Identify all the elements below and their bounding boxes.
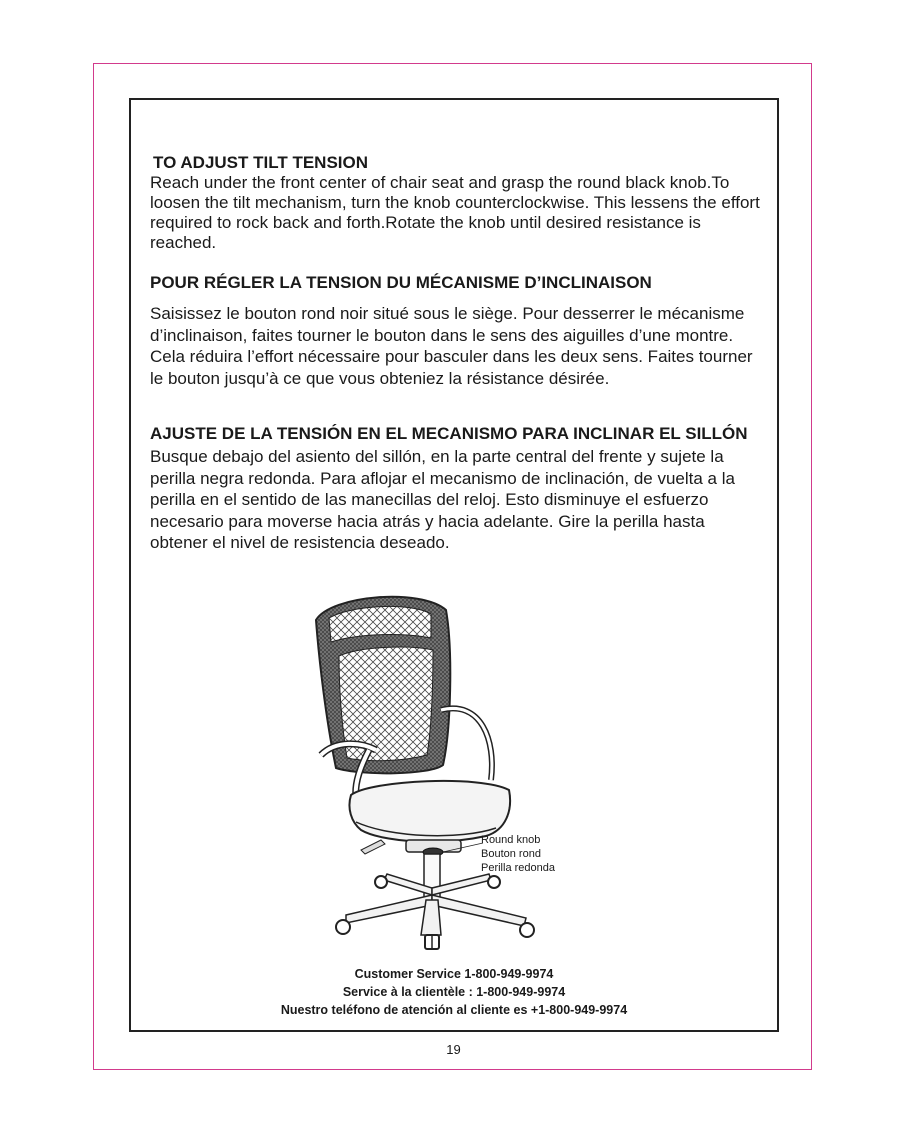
customer-service-spanish: Nuestro teléfono de atención al cliente es +1-800-949-9974 — [280, 1003, 628, 1017]
knob-callout — [481, 833, 555, 875]
body-spanish: Busque debajo del asiento del sillón, en la parte central del frente y sujete la perilla negra redonda. Para aflojar el mecanismo de inclinación, de vuelta a la perilla en el sentido de las manecillas del reloj. Esto disminuye el esfuerzo necesario para moverse hacia atrás y hacia adelante. Gire la perilla hasta obtener el nivel de resistencia deseado. — [150, 447, 735, 552]
callout-spanish: Perilla redonda — [481, 862, 555, 874]
customer-service-english: Customer Service 1-800-949-9974 — [354, 967, 554, 981]
section-english — [150, 152, 760, 253]
callout-french: Bouton rond — [481, 848, 541, 860]
heading-spanish: AJUSTE DE LA TENSIÓN EN EL MECANISMO PARA INCLINAR EL SILLÓN — [150, 424, 748, 443]
section-french — [150, 272, 760, 389]
instruction-panel — [129, 98, 779, 1032]
body-french: Saisissez le bouton rond noir situé sous le siège. Pour desserrer le mécanisme d’inclinaison, faites tourner le bouton dans le sens des aiguilles d’une montre. Cela réduira l’effort nécessaire pour basculer dans les deux sens. Faites tourner le bouton jusqu’à ce que vous obteniez la résistance désirée. — [150, 304, 753, 388]
page-number: 19 — [446, 1042, 461, 1057]
callout-english: Round knob — [481, 834, 541, 846]
customer-service-block — [131, 965, 777, 1019]
heading-french: POUR RÉGLER LA TENSION DU MÉCANISME D’INCLINAISON — [150, 273, 652, 292]
section-spanish — [150, 423, 760, 554]
body-english: Reach under the front center of chair seat and grasp the round black knob.To loosen the tilt mechanism, turn the knob counterclockwise. This lessens the effort required to rock back and forth.Rotate the knob until desired resistance is reached. — [150, 173, 760, 252]
customer-service-french: Service à la clientèle : 1-800-949-9974 — [342, 985, 566, 999]
office-chair-illustration — [281, 590, 601, 960]
heading-english: TO ADJUST TILT TENSION — [153, 153, 369, 172]
